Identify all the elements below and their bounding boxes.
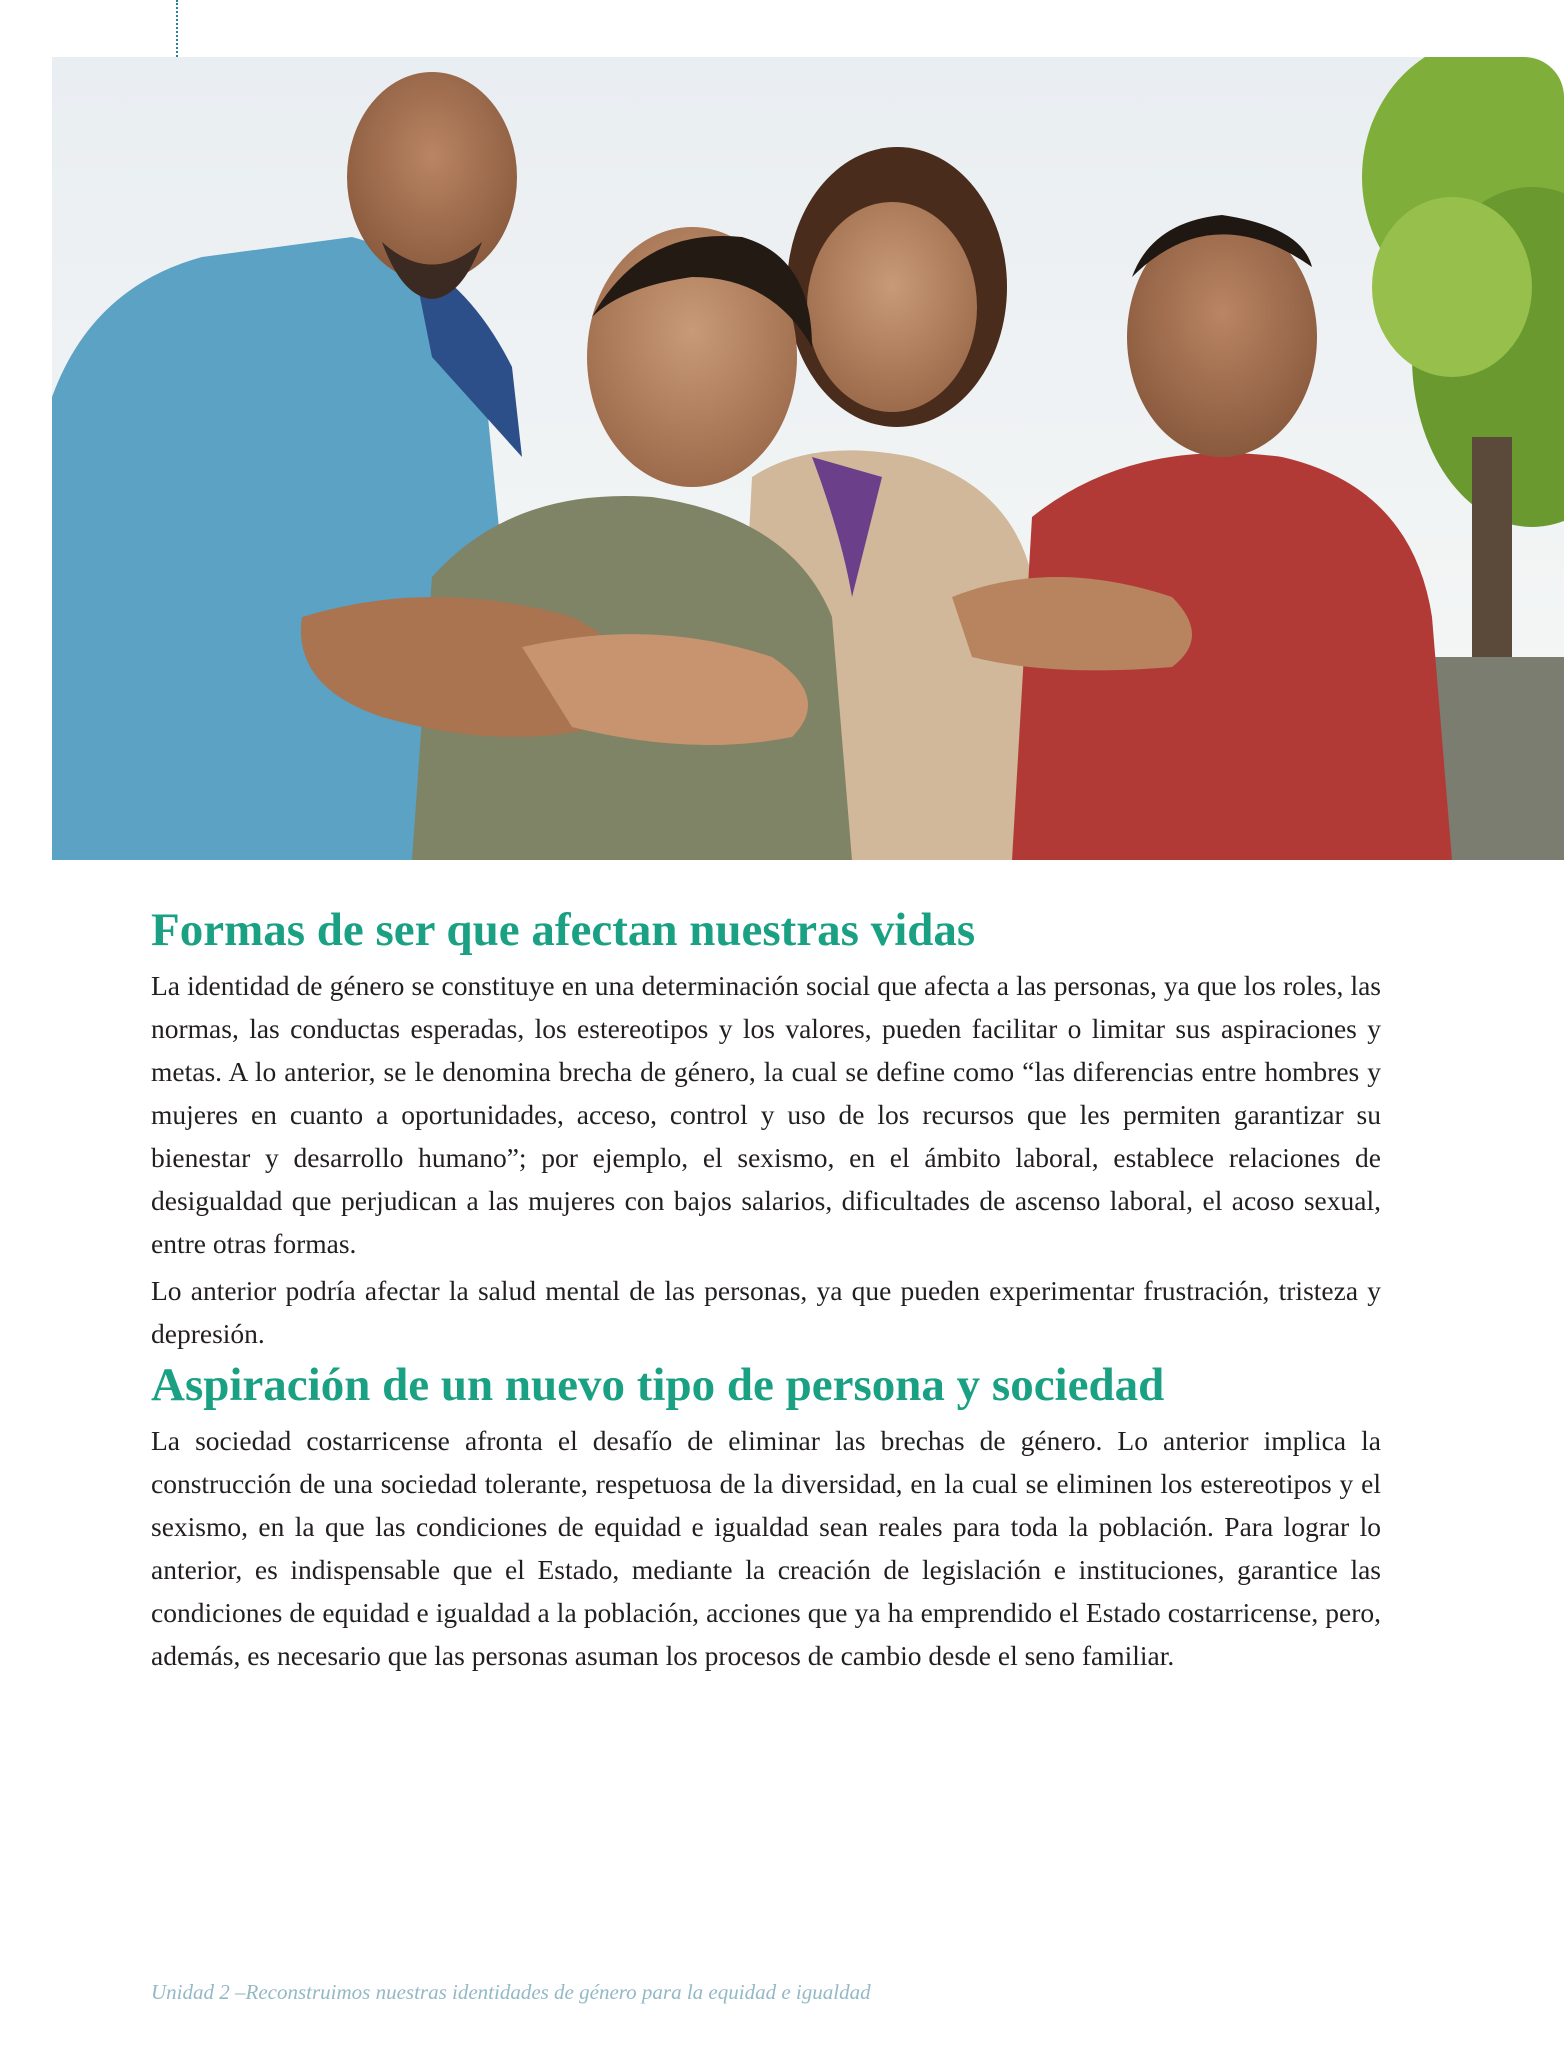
paragraph-brecha-de-genero: La identidad de género se constituye en una determinación social que afecta a las personas, ya que los roles, las normas, las conductas esperadas, los estereotipos y los valores, pueden facilitar o limitar sus aspiraciones y metas. A lo anterior, se le denomina brecha de género, la cual se define como “las diferencias entre hombres y mujeres en cuanto a oportunidades, acceso, control y uso de los recursos que les permiten garantizar su bienestar y desarrollo humano”; por ejemplo, el sexismo, en el ámbito laboral, establece relaciones de desigualdad que perjudican a las mujeres con bajos salarios, dificultades de ascenso laboral, el acoso sexual, entre otras formas.	[151, 970, 1381, 1259]
paragraph-sociedad-costarricense: La sociedad costarricense afronta el desafío de eliminar las brechas de género. Lo anterior implica la construcción de una sociedad tolerante, respetuosa de la diversidad, en la cual se eliminen los estereotipos y el sexismo, en la que las condiciones de equidad e igualdad sean reales para toda la población. Para lograr lo anterior, es indispensable que el Estado, mediante la creación de legislación e instituciones, garantice las condiciones de equidad e igualdad a la población, acciones que ya ha emprendido el Estado costarricense, pero, además, es necesario que las personas asuman los procesos de cambio desde el seno familiar.	[151, 1425, 1381, 1671]
page-footer: Unidad 2 –Reconstruimos nuestras identidades de género para la equidad e igualdad	[151, 1980, 871, 2004]
main-content	[151, 900, 1381, 1677]
family-photo-illustration	[52, 57, 1564, 860]
section-heading-formas-de-ser: Formas de ser que afectan nuestras vidas	[151, 904, 976, 956]
paragraph-salud-mental: Lo anterior podría afectar la salud mental de las personas, ya que pueden experimentar frustración, tristeza y depresión.	[151, 1275, 1381, 1349]
family-photo	[52, 57, 1564, 860]
section-heading-aspiracion: Aspiración de un nuevo tipo de persona y sociedad	[151, 1359, 1165, 1411]
